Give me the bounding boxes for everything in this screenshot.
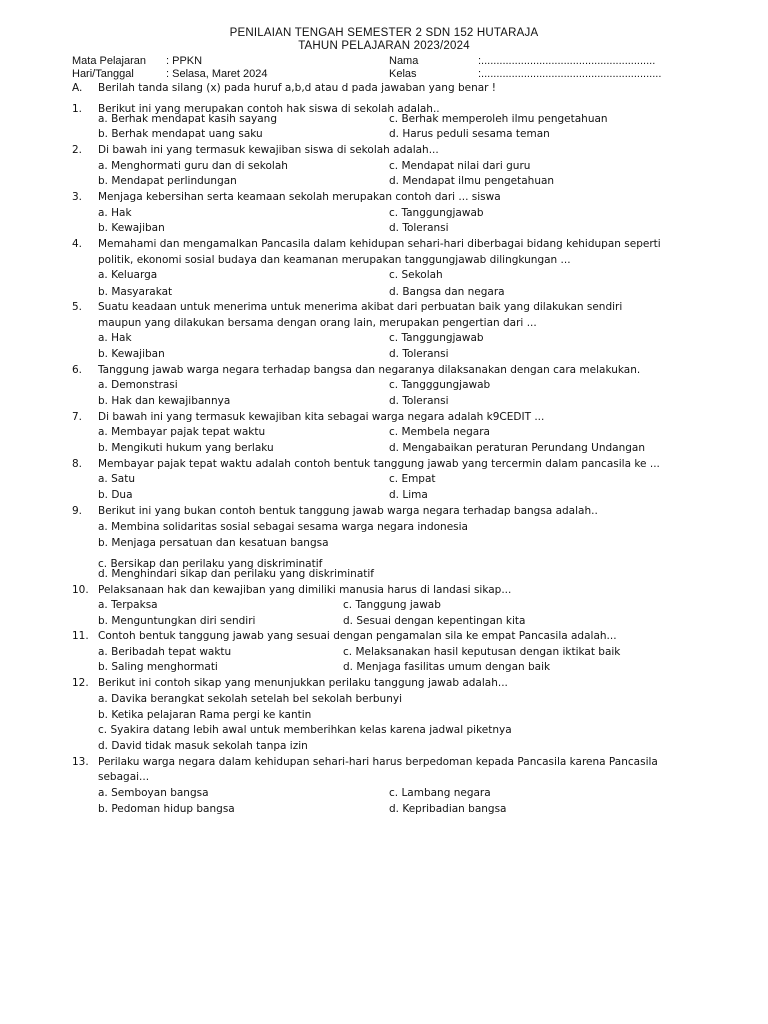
question-number: 4. [72, 238, 83, 250]
question-text: Memahami dan mengamalkan Pancasila dalam kehidupan sehari-hari diberbagai bidang kehidupan seperti [98, 238, 661, 250]
option-d[interactable]: d. Lima [389, 489, 428, 501]
option-c[interactable]: c. Tanggung jawab [343, 599, 441, 611]
option-d[interactable]: d. Bangsa dan negara [389, 286, 505, 298]
subject-value: : PPKN [166, 55, 203, 67]
option-b[interactable]: b. Saling menghormati [98, 661, 218, 673]
option-d[interactable]: d. Toleransi [389, 348, 449, 360]
question-number: 7. [72, 411, 83, 423]
question-text: Berikut ini yang bukan contoh bentuk tanggung jawab warga negara terhadap bangsa adalah.. [98, 505, 598, 517]
option-a[interactable]: a. Satu [98, 473, 135, 485]
option-c[interactable]: c. Tangggungjawab [389, 379, 491, 391]
option-a[interactable]: a. Terpaksa [98, 599, 158, 611]
instruction-text: Berilah tanda silang (x) pada huruf a,b,d atau d pada jawaban yang benar ! [98, 82, 497, 94]
question-text: Contoh bentuk tanggung jawab yang sesuai dengan pengamalan sila ke empat Pancasila adalah... [98, 630, 617, 642]
option-c[interactable]: c. Sekolah [389, 269, 443, 281]
question-number: 3. [72, 191, 83, 203]
question-text: Berikut ini yang merupakan contoh hak siswa di sekolah adalah.. [98, 103, 440, 115]
question-number: 6. [72, 364, 83, 376]
question-number: 8. [72, 458, 83, 470]
option-b[interactable]: b. Kewajiban [98, 222, 165, 234]
option-b[interactable]: b. Mengikuti hukum yang berlaku [98, 442, 274, 454]
option-d[interactable]: d. Sesuai dengan kepentingan kita [343, 615, 526, 627]
option-d[interactable]: d. David tidak masuk sekolah tanpa izin [98, 740, 308, 752]
question-text: Menjaga kebersihan serta keamaan sekolah merupakan contoh dari ... siswa [98, 191, 501, 203]
option-b[interactable]: b. Menguntungkan diri sendiri [98, 615, 256, 627]
option-a[interactable]: a. Beribadah tepat waktu [98, 646, 232, 658]
option-d[interactable]: d. Mengabaikan peraturan Perundang Undangan [389, 442, 645, 454]
option-a[interactable]: a. Menghormati guru dan di sekolah [98, 160, 288, 172]
date-label: Hari/Tanggal [72, 68, 134, 80]
option-c[interactable]: c. Membela negara [389, 426, 490, 438]
option-c[interactable]: c. Lambang negara [389, 787, 491, 799]
question-text: Membayar pajak tepat waktu adalah contoh bentuk tanggung jawab yang tercermin dalam pancasila ke ... [98, 458, 660, 470]
question-number: 9. [72, 505, 83, 517]
option-a[interactable]: a. Demonstrasi [98, 379, 178, 391]
option-a[interactable]: a. Davika berangkat sekolah setelah bel sekolah berbunyi [98, 693, 402, 705]
option-c[interactable]: c. Mendapat nilai dari guru [389, 160, 531, 172]
name-label: Nama [389, 55, 419, 67]
question-number: 13. [72, 756, 89, 768]
exam-year: TAHUN PELAJARAN 2023/2024 [298, 40, 470, 52]
option-c[interactable]: c. Tanggungjawab [389, 332, 484, 344]
option-c[interactable]: c. Syakira datang lebih awal untuk memberihkan kelas karena jadwal piketnya [98, 724, 512, 736]
question-text: Pelaksanaan hak dan kewajiban yang dimiliki manusia harus di landasi sikap... [98, 584, 512, 596]
option-d[interactable]: d. Toleransi [389, 222, 449, 234]
option-c[interactable]: c. Bersikap dan perilaku yang diskriminatif [98, 558, 323, 570]
option-b[interactable]: b. Mendapat perlindungan [98, 175, 237, 187]
option-d[interactable]: d. Kepribadian bangsa [389, 803, 507, 815]
question-text: Di bawah ini yang termasuk kewajiban kita sebagai warga negara adalah k9CEDIT ... [98, 411, 545, 423]
question-number: 5. [72, 301, 83, 313]
option-a[interactable]: a. Membina solidaritas sosial sebagai sesama warga negara indonesia [98, 521, 468, 533]
question-number: 11. [72, 630, 89, 642]
question-text-continued: maupun yang dilakukan bersama dengan orang lain, merupakan pengertian dari ... [98, 317, 537, 329]
option-c[interactable]: c. Empat [389, 473, 436, 485]
option-c[interactable]: c. Tanggungjawab [389, 207, 484, 219]
option-d[interactable]: d. Menjaga fasilitas umum dengan baik [343, 661, 551, 673]
option-a[interactable]: a. Membayar pajak tepat waktu [98, 426, 266, 438]
question-text: Suatu keadaan untuk menerima untuk menerima akibat dari perbuatan baik yang dilakukan sendiri [98, 301, 623, 313]
question-text: Berikut ini contoh sikap yang menunjukkan perilaku tanggung jawab adalah... [98, 677, 508, 689]
option-a[interactable]: a. Hak [98, 207, 132, 219]
question-number: 10. [72, 584, 89, 596]
question-number: 2. [72, 144, 83, 156]
date-value: : Selasa, Maret 2024 [166, 68, 268, 80]
option-b[interactable]: b. Kewajiban [98, 348, 165, 360]
question-number: 12. [72, 677, 89, 689]
option-b[interactable]: b. Dua [98, 489, 133, 501]
subject-label: Mata Pelajaran [72, 55, 146, 67]
option-d[interactable]: d. Mendapat ilmu pengetahuan [389, 175, 555, 187]
option-b[interactable]: b. Berhak mendapat uang saku [98, 128, 263, 140]
class-field[interactable]: :........................................................... [478, 68, 662, 80]
option-d[interactable]: d. Menghindari sikap dan perilaku yang diskriminatif [98, 568, 374, 580]
option-c[interactable]: c. Melaksanakan hasil keputusan dengan iktikat baik [343, 646, 621, 658]
exam-title: PENILAIAN TENGAH SEMESTER 2 SDN 152 HUTARAJA [229, 27, 539, 39]
option-b[interactable]: b. Pedoman hidup bangsa [98, 803, 235, 815]
option-d[interactable]: d. Toleransi [389, 395, 449, 407]
question-text-continued: politik, ekonomi sosial budaya dan keamanan merupakan tanggungjawab dilingkungan ... [98, 254, 571, 266]
option-b[interactable]: b. Ketika pelajaran Rama pergi ke kantin [98, 709, 312, 721]
instruction-letter: A. [72, 82, 83, 94]
option-b[interactable]: b. Menjaga persatuan dan kesatuan bangsa [98, 537, 329, 549]
question-text: Tanggung jawab warga negara terhadap bangsa dan negaranya dilaksanakan dengan cara melakukan. [98, 364, 641, 376]
option-a[interactable]: a. Hak [98, 332, 132, 344]
class-label: Kelas [389, 68, 417, 80]
question-text: Perilaku warga negara dalam kehidupan sehari-hari harus berpedoman kepada Pancasila karena Pancasila [98, 756, 658, 768]
option-b[interactable]: b. Hak dan kewajibannya [98, 395, 231, 407]
question-text: Di bawah ini yang termasuk kewajiban siswa di sekolah adalah... [98, 144, 439, 156]
question-number: 1. [72, 103, 83, 115]
option-a[interactable]: a. Berhak mendapat kasih sayang [98, 113, 277, 125]
option-c[interactable]: c. Berhak memperoleh ilmu pengetahuan [389, 113, 608, 125]
option-b[interactable]: b. Masyarakat [98, 286, 173, 298]
option-d[interactable]: d. Harus peduli sesama teman [389, 128, 550, 140]
question-text-continued: sebagai... [98, 771, 150, 783]
option-a[interactable]: a. Keluarga [98, 269, 158, 281]
name-field[interactable]: :......................................................... [478, 55, 656, 67]
option-a[interactable]: a. Semboyan bangsa [98, 787, 209, 799]
